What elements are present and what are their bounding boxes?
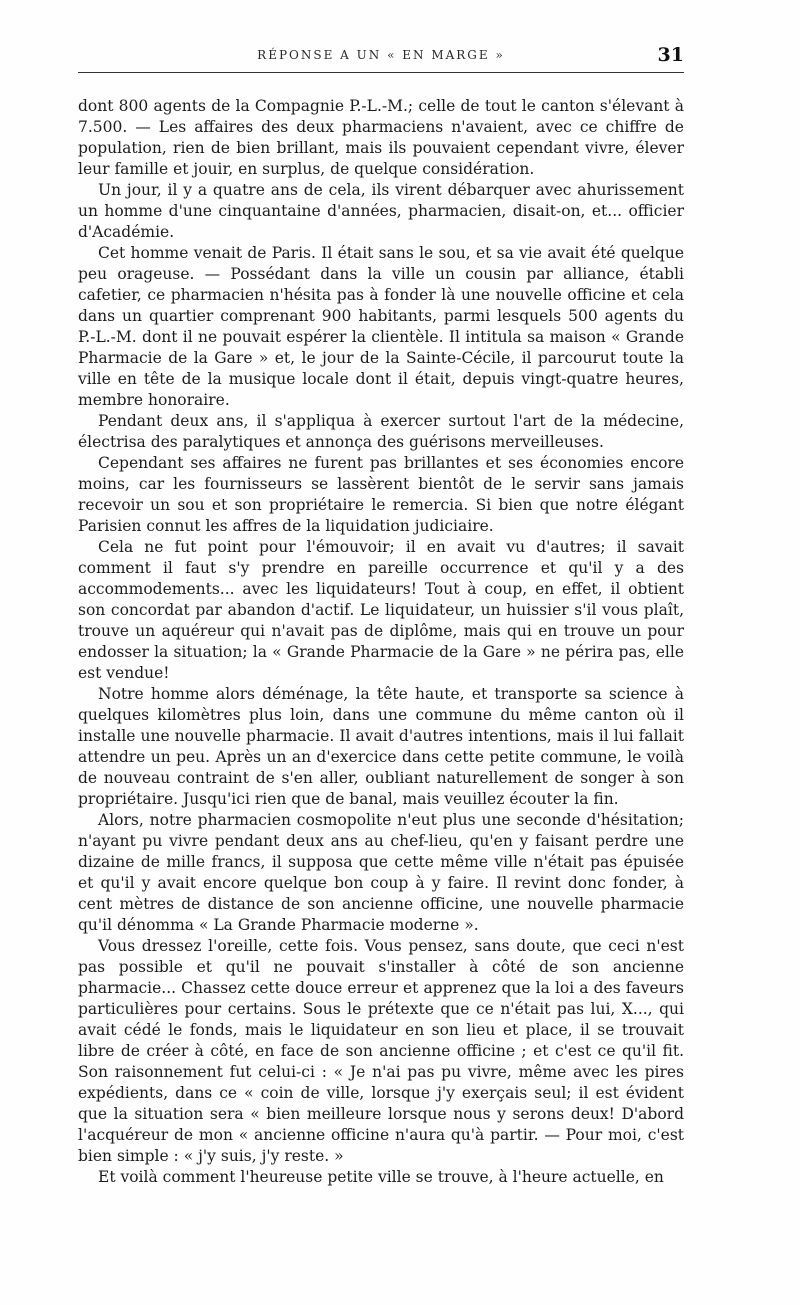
paragraph-4: Pendant deux ans, il s'appliqua à exercer surtout l'art de la médecine, électrisa des paralytiques et annonça des guérisons merveilleuses. [78, 412, 684, 451]
body-text [78, 96, 684, 1188]
running-title: RÉPONSE A UN « EN MARGE » [257, 48, 505, 62]
paragraph-1: dont 800 agents de la Compagnie P.-L.-M.; celle de tout le canton s'élevant à 7.500. — Les affaires des deux pharmaciens n'avaient, avec ce chiffre de population, rien de bien brillant, mais ils pouvaient cependant vivre, élever leur famille et jouir, en surplus, de quelque considération. [78, 97, 684, 178]
paragraph-3: Cet homme venait de Paris. Il était sans le sou, et sa vie avait été quelque peu orageuse. — Possédant dans la ville un cousin par alliance, établi cafetier, ce pharmacien n'hésita pas à fonder là une nouvelle officine et cela dans un quartier comprenant 900 habitants, parmi lesquels 500 agents du P.-L.-M. dont il ne pouvait espérer la clientèle. Il intitula sa maison « Grande Pharmacie de la Gare » et, le jour de la Sainte-Cécile, il parcourut toute la ville en tête de la musique locale dont il était, depuis vingt-quatre heures, membre honoraire. [78, 244, 684, 409]
paragraph-7: Notre homme alors déménage, la tête haute, et transporte sa science à quelques kilomètres plus loin, dans une commune du même canton où il installe une nouvelle pharmacie. Il avait d'autres intentions, mais il lui fallait attendre un peu. Après un an d'exercice dans cette petite commune, le voilà de nouveau contraint de s'en aller, oubliant naturellement de songer à son propriétaire. Jusqu'ici rien que de banal, mais veuillez écouter la fin. [78, 685, 684, 808]
paragraph-2: Un jour, il y a quatre ans de cela, ils virent débarquer avec ahurissement un homme d'une cinquantaine d'années, pharmacien, disait-on, et... officier d'Académie. [78, 181, 684, 241]
running-header [78, 44, 684, 73]
page-number: 31 [657, 44, 684, 66]
paragraph-5: Cependant ses affaires ne furent pas brillantes et ses économies encore moins, car les fournisseurs se lassèrent bientôt de le servir sans jamais recevoir un sou et son propriétaire le remercia. Si bien que notre élégant Parisien connut les affres de la liquidation judiciaire. [78, 454, 684, 535]
paragraph-8: Alors, notre pharmacien cosmopolite n'eut plus une seconde d'hésitation; n'ayant pu vivre pendant deux ans au chef-lieu, qu'en y faisant perdre une dizaine de mille francs, il supposa que cette même ville n'était pas épuisée et qu'il y avait encore quelque bon coup à y faire. Il revint donc fonder, à cent mètres de distance de son ancienne officine, une nouvelle pharmacie qu'il dénomma « La Grande Pharmacie moderne ». [78, 811, 684, 934]
paragraph-6: Cela ne fut point pour l'émouvoir; il en avait vu d'autres; il savait comment il faut s'y prendre en pareille occurrence et qu'il y a des accommodements... avec les liquidateurs! Tout à coup, en effet, il obtient son concordat par abandon d'actif. Le liquidateur, un huissier s'il vous plaît, trouve un aquéreur qui n'avait pas de diplôme, mais qui en trouve un pour endosser la situation; la « Grande Pharmacie de la Gare » ne périra pas, elle est vendue! [78, 538, 684, 682]
paragraph-9: Vous dressez l'oreille, cette fois. Vous pensez, sans doute, que ceci n'est pas possible et qu'il ne pouvait s'installer à côté de son ancienne pharmacie... Chassez cette douce erreur et apprenez que la loi a des faveurs particulières pour certains. Sous le prétexte que ce n'était pas lui, X..., qui avait cédé le fonds, mais le liquidateur en son lieu et place, il se trouvait libre de créer à côté, en face de son ancienne officine ; et c'est ce qu'il fit. Son raisonnement fut celui-ci : « Je n'ai pas pu vivre, même avec les pires expédients, dans ce « coin de ville, lorsque j'y exerçais seul; il est évident que la situation sera « bien meilleure lorsque nous y serons deux! D'abord l'acquéreur de mon « ancienne officine n'aura qu'à partir. — Pour moi, c'est bien simple : « j'y suis, j'y reste. » [78, 937, 684, 1165]
paragraph-10: Et voilà comment l'heureuse petite ville se trouve, à l'heure actuelle, en [98, 1168, 664, 1186]
